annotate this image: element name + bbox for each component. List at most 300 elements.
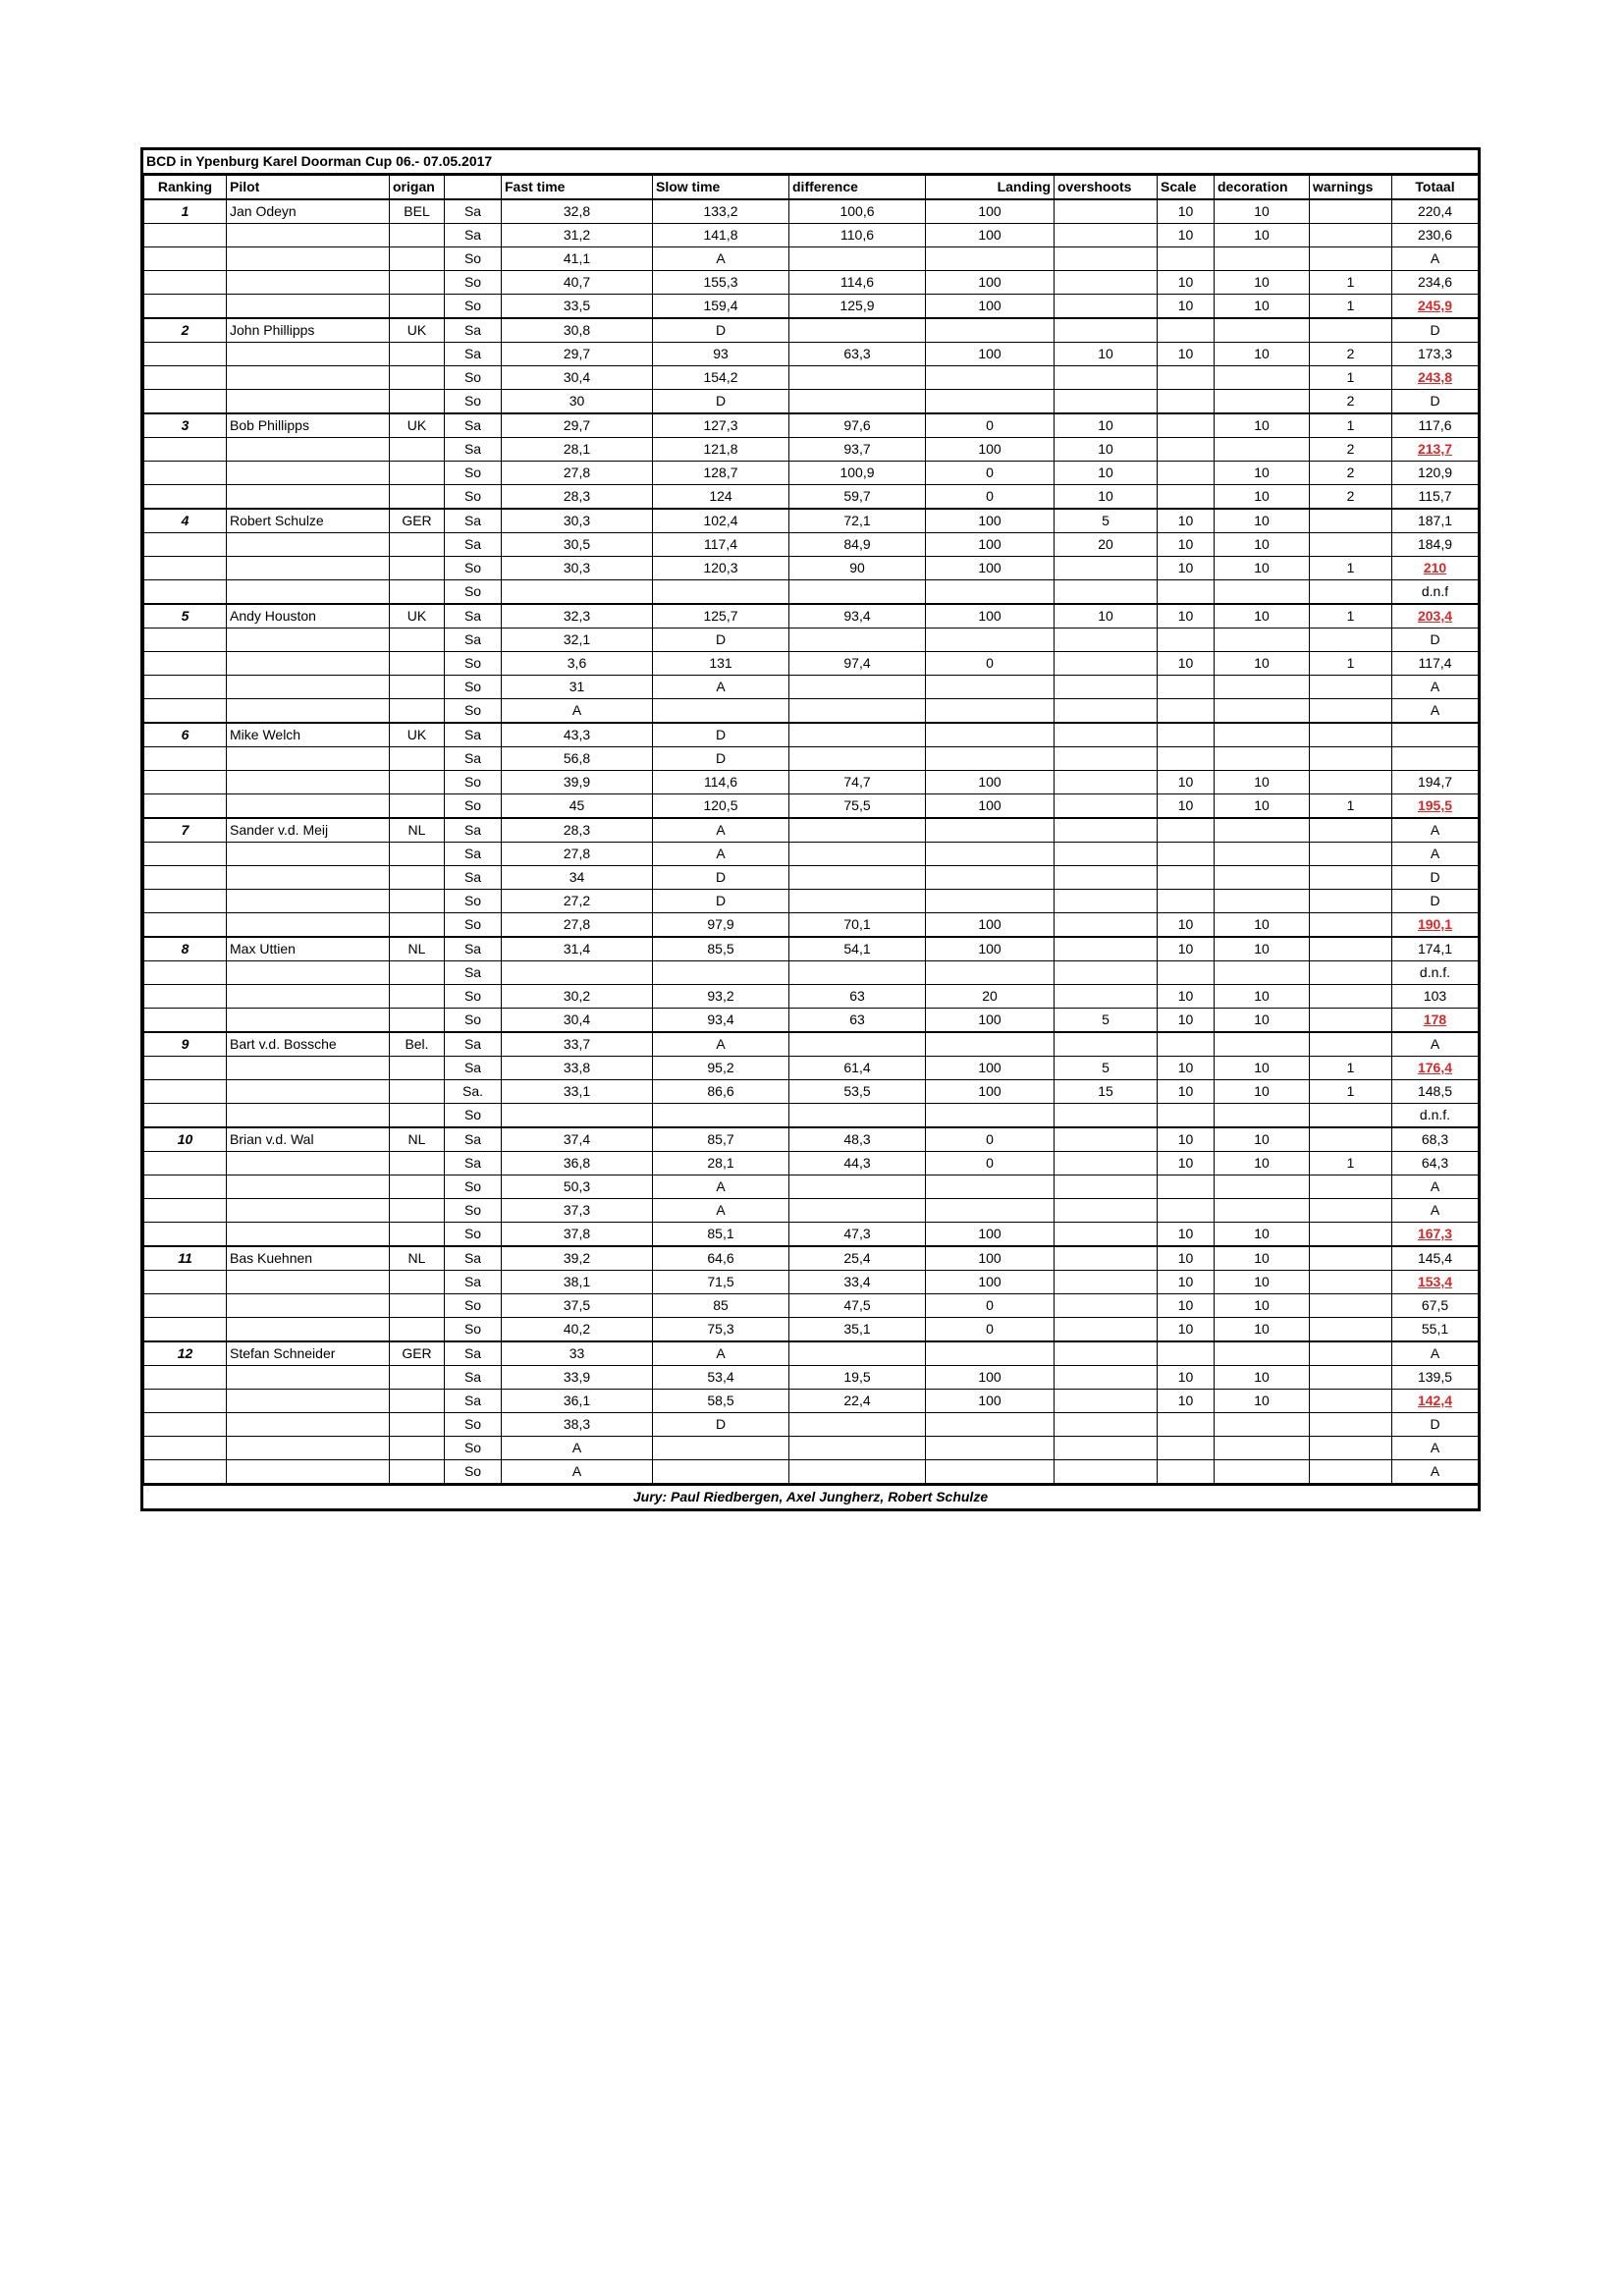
warnings-cell [1310,913,1392,938]
fast-time-cell: 40,2 [502,1318,653,1342]
warnings-cell [1310,961,1392,985]
table-row [144,723,1479,747]
rank-cell [144,866,227,890]
difference-cell [789,843,926,866]
rank-cell: 11 [144,1246,227,1271]
difference-cell [789,318,926,343]
overshoots-cell [1055,676,1158,699]
decoration-cell: 10 [1215,413,1310,438]
scale-cell: 10 [1158,1127,1215,1152]
total-cell: 153,4 [1392,1271,1479,1294]
total-cell: 120,9 [1392,462,1479,485]
warnings-cell: 1 [1310,604,1392,629]
day-cell: So [445,390,502,414]
total-cell: 190,1 [1392,913,1479,938]
fast-time-cell: 38,1 [502,1271,653,1294]
overshoots-cell [1055,985,1158,1009]
warnings-cell: 2 [1310,438,1392,462]
origin-cell [390,1413,445,1437]
total-cell: A [1392,1032,1479,1057]
slow-time-cell: 120,5 [653,794,789,819]
decoration-cell: 10 [1215,1127,1310,1152]
rank-cell [144,580,227,605]
slow-time-cell: 97,9 [653,913,789,938]
day-cell: So [445,247,502,271]
rank-cell [144,1009,227,1033]
pilot-cell [227,580,390,605]
decoration-cell: 10 [1215,295,1310,319]
pilot-cell [227,1057,390,1080]
warnings-cell: 1 [1310,295,1392,319]
table-row [144,1223,1479,1247]
warnings-cell [1310,1294,1392,1318]
landing-cell: 0 [926,1152,1055,1175]
slow-time-cell: 127,3 [653,413,789,438]
decoration-cell [1215,890,1310,913]
landing-cell [926,1104,1055,1128]
total-cell: 103 [1392,985,1479,1009]
day-cell: So [445,794,502,819]
difference-cell: 97,4 [789,652,926,676]
landing-cell: 100 [926,1057,1055,1080]
rank-cell [144,533,227,557]
landing-cell [926,247,1055,271]
header-row [144,176,1479,200]
overshoots-cell [1055,271,1158,295]
overshoots-cell [1055,723,1158,747]
scale-cell: 10 [1158,1318,1215,1342]
slow-time-cell: A [653,1032,789,1057]
scale-cell: 10 [1158,509,1215,533]
landing-cell [926,580,1055,605]
scale-cell [1158,390,1215,414]
warnings-cell [1310,1223,1392,1247]
slow-time-cell [653,1437,789,1460]
warnings-cell [1310,1009,1392,1033]
total-cell: D [1392,890,1479,913]
rank-cell [144,794,227,819]
total-cell: A [1392,1437,1479,1460]
total-cell: 245,9 [1392,295,1479,319]
landing-cell [926,699,1055,724]
slow-time-cell: 114,6 [653,771,789,794]
scale-cell: 10 [1158,533,1215,557]
fast-time-cell: 56,8 [502,747,653,771]
origin-cell [390,629,445,652]
fast-time-cell: 30,8 [502,318,653,343]
slow-time-cell [653,961,789,985]
origin-cell: NL [390,1127,445,1152]
landing-cell [926,843,1055,866]
difference-cell: 75,5 [789,794,926,819]
slow-time-cell: 159,4 [653,295,789,319]
day-cell: Sa [445,438,502,462]
pilot-cell: John Phillipps [227,318,390,343]
decoration-cell [1215,1413,1310,1437]
decoration-cell [1215,1460,1310,1484]
slow-time-cell: 85,7 [653,1127,789,1152]
fast-time-cell: 37,5 [502,1294,653,1318]
decoration-cell: 10 [1215,485,1310,510]
table-row [144,1366,1479,1390]
decoration-cell [1215,366,1310,390]
landing-cell [926,390,1055,414]
fast-time-cell: 43,3 [502,723,653,747]
rank-cell [144,843,227,866]
table-row [144,1032,1479,1057]
difference-cell [789,580,926,605]
slow-time-cell: A [653,676,789,699]
day-cell: So [445,1437,502,1460]
origin-cell [390,1199,445,1223]
warnings-cell [1310,1318,1392,1342]
warnings-cell [1310,890,1392,913]
scale-cell [1158,485,1215,510]
table-row [144,604,1479,629]
table-row [144,890,1479,913]
decoration-cell: 10 [1215,1223,1310,1247]
decoration-cell [1215,247,1310,271]
total-cell: 67,5 [1392,1294,1479,1318]
origin-cell [390,652,445,676]
pilot-cell [227,1437,390,1460]
pilot-cell: Sander v.d. Meij [227,818,390,843]
origin-cell [390,1294,445,1318]
overshoots-cell [1055,1152,1158,1175]
scale-cell [1158,676,1215,699]
rank-cell [144,1460,227,1484]
pilot-cell [227,1199,390,1223]
table-row [144,533,1479,557]
scale-cell: 10 [1158,1294,1215,1318]
rank-cell [144,1294,227,1318]
slow-time-cell: 125,7 [653,604,789,629]
decoration-cell [1215,390,1310,414]
table-row [144,1437,1479,1460]
fast-time-cell: 32,1 [502,629,653,652]
origin-cell [390,985,445,1009]
decoration-cell [1215,699,1310,724]
total-cell: 68,3 [1392,1127,1479,1152]
landing-cell [926,1175,1055,1199]
origin-cell [390,1175,445,1199]
day-cell: Sa [445,199,502,224]
overshoots-cell [1055,937,1158,961]
fast-time-cell: 50,3 [502,1175,653,1199]
origin-cell: GER [390,509,445,533]
total-cell: 184,9 [1392,533,1479,557]
overshoots-cell [1055,1104,1158,1128]
table-row [144,580,1479,605]
pilot-cell [227,1390,390,1413]
decoration-cell [1215,1341,1310,1366]
fast-time-cell: 28,1 [502,438,653,462]
fast-time-cell [502,1104,653,1128]
difference-cell: 48,3 [789,1127,926,1152]
overshoots-cell [1055,1318,1158,1342]
total-cell: D [1392,318,1479,343]
overshoots-cell: 5 [1055,1009,1158,1033]
slow-time-cell: 131 [653,652,789,676]
slow-time-cell: 93,4 [653,1009,789,1033]
overshoots-cell [1055,866,1158,890]
table-row [144,913,1479,938]
total-cell: 148,5 [1392,1080,1479,1104]
table-row [144,1009,1479,1033]
fast-time-cell: 33,1 [502,1080,653,1104]
decoration-cell: 10 [1215,1057,1310,1080]
landing-cell: 100 [926,937,1055,961]
rank-cell: 2 [144,318,227,343]
rank-cell [144,390,227,414]
slow-time-cell: 28,1 [653,1152,789,1175]
fast-time-cell: 30,3 [502,509,653,533]
pilot-cell: Mike Welch [227,723,390,747]
origin-cell [390,866,445,890]
rank-cell [144,1223,227,1247]
warnings-cell [1310,247,1392,271]
total-cell: 117,4 [1392,652,1479,676]
pilot-cell: Max Uttien [227,937,390,961]
day-cell: Sa [445,1390,502,1413]
overshoots-cell: 10 [1055,438,1158,462]
decoration-cell: 10 [1215,557,1310,580]
slow-time-cell: 124 [653,485,789,510]
day-cell: Sa [445,723,502,747]
warnings-cell [1310,818,1392,843]
pilot-cell [227,247,390,271]
difference-cell: 22,4 [789,1390,926,1413]
scale-cell: 10 [1158,295,1215,319]
difference-cell [789,818,926,843]
overshoots-cell [1055,913,1158,938]
decoration-cell: 10 [1215,1246,1310,1271]
decoration-cell: 10 [1215,771,1310,794]
total-cell: 210 [1392,557,1479,580]
warnings-cell [1310,1437,1392,1460]
landing-cell [926,890,1055,913]
pilot-cell [227,343,390,366]
total-cell: 145,4 [1392,1246,1479,1271]
day-cell: Sa [445,318,502,343]
rank-cell [144,1437,227,1460]
origin-cell [390,747,445,771]
difference-cell [789,1413,926,1437]
difference-cell [789,1199,926,1223]
origin-cell [390,224,445,247]
origin-cell [390,533,445,557]
slow-time-cell: 93 [653,343,789,366]
landing-cell: 100 [926,604,1055,629]
decoration-cell [1215,676,1310,699]
landing-cell: 100 [926,1366,1055,1390]
pilot-cell [227,747,390,771]
rank-cell [144,1057,227,1080]
origin-cell [390,1152,445,1175]
difference-cell: 25,4 [789,1246,926,1271]
day-cell: So [445,1175,502,1199]
rank-cell [144,271,227,295]
rank-cell: 9 [144,1032,227,1057]
total-cell: 64,3 [1392,1152,1479,1175]
pilot-cell [227,866,390,890]
pilot-cell [227,1223,390,1247]
total-cell: 167,3 [1392,1223,1479,1247]
warnings-cell [1310,699,1392,724]
decoration-cell [1215,1437,1310,1460]
origin-cell [390,1271,445,1294]
difference-cell [789,390,926,414]
slow-time-cell [653,1104,789,1128]
scale-cell: 10 [1158,1390,1215,1413]
decoration-cell [1215,1175,1310,1199]
landing-cell [926,629,1055,652]
warnings-cell: 1 [1310,271,1392,295]
day-cell: So [445,1009,502,1033]
rank-cell: 6 [144,723,227,747]
results-sheet [140,147,1481,1511]
decoration-cell: 10 [1215,271,1310,295]
total-cell: 230,6 [1392,224,1479,247]
difference-cell [789,747,926,771]
rank-cell [144,557,227,580]
warnings-cell [1310,866,1392,890]
decoration-cell: 10 [1215,462,1310,485]
pilot-cell: Andy Houston [227,604,390,629]
overshoots-cell [1055,1127,1158,1152]
total-cell: 142,4 [1392,1390,1479,1413]
overshoots-cell [1055,1437,1158,1460]
total-cell: A [1392,1341,1479,1366]
table-row [144,1294,1479,1318]
fast-time-cell: 30 [502,390,653,414]
scale-cell [1158,1341,1215,1366]
overshoots-cell: 10 [1055,462,1158,485]
landing-cell [926,676,1055,699]
day-cell: So [445,1294,502,1318]
scale-cell [1158,1104,1215,1128]
warnings-cell [1310,1127,1392,1152]
difference-cell [789,961,926,985]
overshoots-cell [1055,1271,1158,1294]
slow-time-cell: 71,5 [653,1271,789,1294]
slow-time-cell: 75,3 [653,1318,789,1342]
difference-cell: 19,5 [789,1366,926,1390]
day-cell: Sa [445,961,502,985]
col-ranking: Ranking [144,176,227,200]
landing-cell: 100 [926,1246,1055,1271]
scale-cell: 10 [1158,1152,1215,1175]
decoration-cell: 10 [1215,1390,1310,1413]
pilot-cell [227,1009,390,1033]
decoration-cell [1215,318,1310,343]
fast-time-cell: 31,4 [502,937,653,961]
table-row [144,818,1479,843]
scale-cell: 10 [1158,1080,1215,1104]
day-cell: Sa [445,1246,502,1271]
col-scale: Scale [1158,176,1215,200]
origin-cell [390,247,445,271]
total-cell: A [1392,1460,1479,1484]
table-row [144,1318,1479,1342]
warnings-cell [1310,1246,1392,1271]
pilot-cell [227,462,390,485]
scale-cell [1158,462,1215,485]
decoration-cell: 10 [1215,652,1310,676]
origin-cell [390,699,445,724]
difference-cell [789,676,926,699]
scale-cell: 10 [1158,771,1215,794]
rank-cell [144,747,227,771]
landing-cell: 100 [926,557,1055,580]
warnings-cell [1310,199,1392,224]
warnings-cell [1310,1199,1392,1223]
origin-cell [390,1057,445,1080]
day-cell: Sa [445,533,502,557]
rank-cell [144,485,227,510]
day-cell: Sa [445,224,502,247]
decoration-cell: 10 [1215,1152,1310,1175]
fast-time-cell: 33,5 [502,295,653,319]
origin-cell: Bel. [390,1032,445,1057]
decoration-cell [1215,629,1310,652]
decoration-cell: 10 [1215,224,1310,247]
warnings-cell: 1 [1310,1152,1392,1175]
scale-cell [1158,1413,1215,1437]
fast-time-cell: 37,3 [502,1199,653,1223]
overshoots-cell: 10 [1055,343,1158,366]
table-row [144,794,1479,819]
fast-time-cell: 33,8 [502,1057,653,1080]
rank-cell [144,1104,227,1128]
table-row [144,1271,1479,1294]
overshoots-cell [1055,652,1158,676]
warnings-cell [1310,676,1392,699]
fast-time-cell: 36,1 [502,1390,653,1413]
slow-time-cell: A [653,1341,789,1366]
overshoots-cell [1055,699,1158,724]
total-cell: A [1392,1175,1479,1199]
table-row [144,462,1479,485]
pilot-cell [227,843,390,866]
overshoots-cell [1055,1223,1158,1247]
landing-cell: 100 [926,1223,1055,1247]
scale-cell [1158,438,1215,462]
scale-cell: 10 [1158,652,1215,676]
day-cell: So [445,462,502,485]
fast-time-cell [502,580,653,605]
decoration-cell: 10 [1215,533,1310,557]
fast-time-cell: 29,7 [502,413,653,438]
fast-time-cell: 34 [502,866,653,890]
decoration-cell [1215,1032,1310,1057]
difference-cell [789,366,926,390]
warnings-cell [1310,771,1392,794]
origin-cell [390,295,445,319]
difference-cell: 53,5 [789,1080,926,1104]
landing-cell: 100 [926,438,1055,462]
rank-cell [144,1390,227,1413]
scale-cell: 10 [1158,1366,1215,1390]
rank-cell [144,699,227,724]
origin-cell [390,271,445,295]
table-row [144,271,1479,295]
scale-cell: 10 [1158,1223,1215,1247]
total-cell: 117,6 [1392,413,1479,438]
landing-cell [926,747,1055,771]
warnings-cell [1310,318,1392,343]
fast-time-cell: 27,8 [502,462,653,485]
